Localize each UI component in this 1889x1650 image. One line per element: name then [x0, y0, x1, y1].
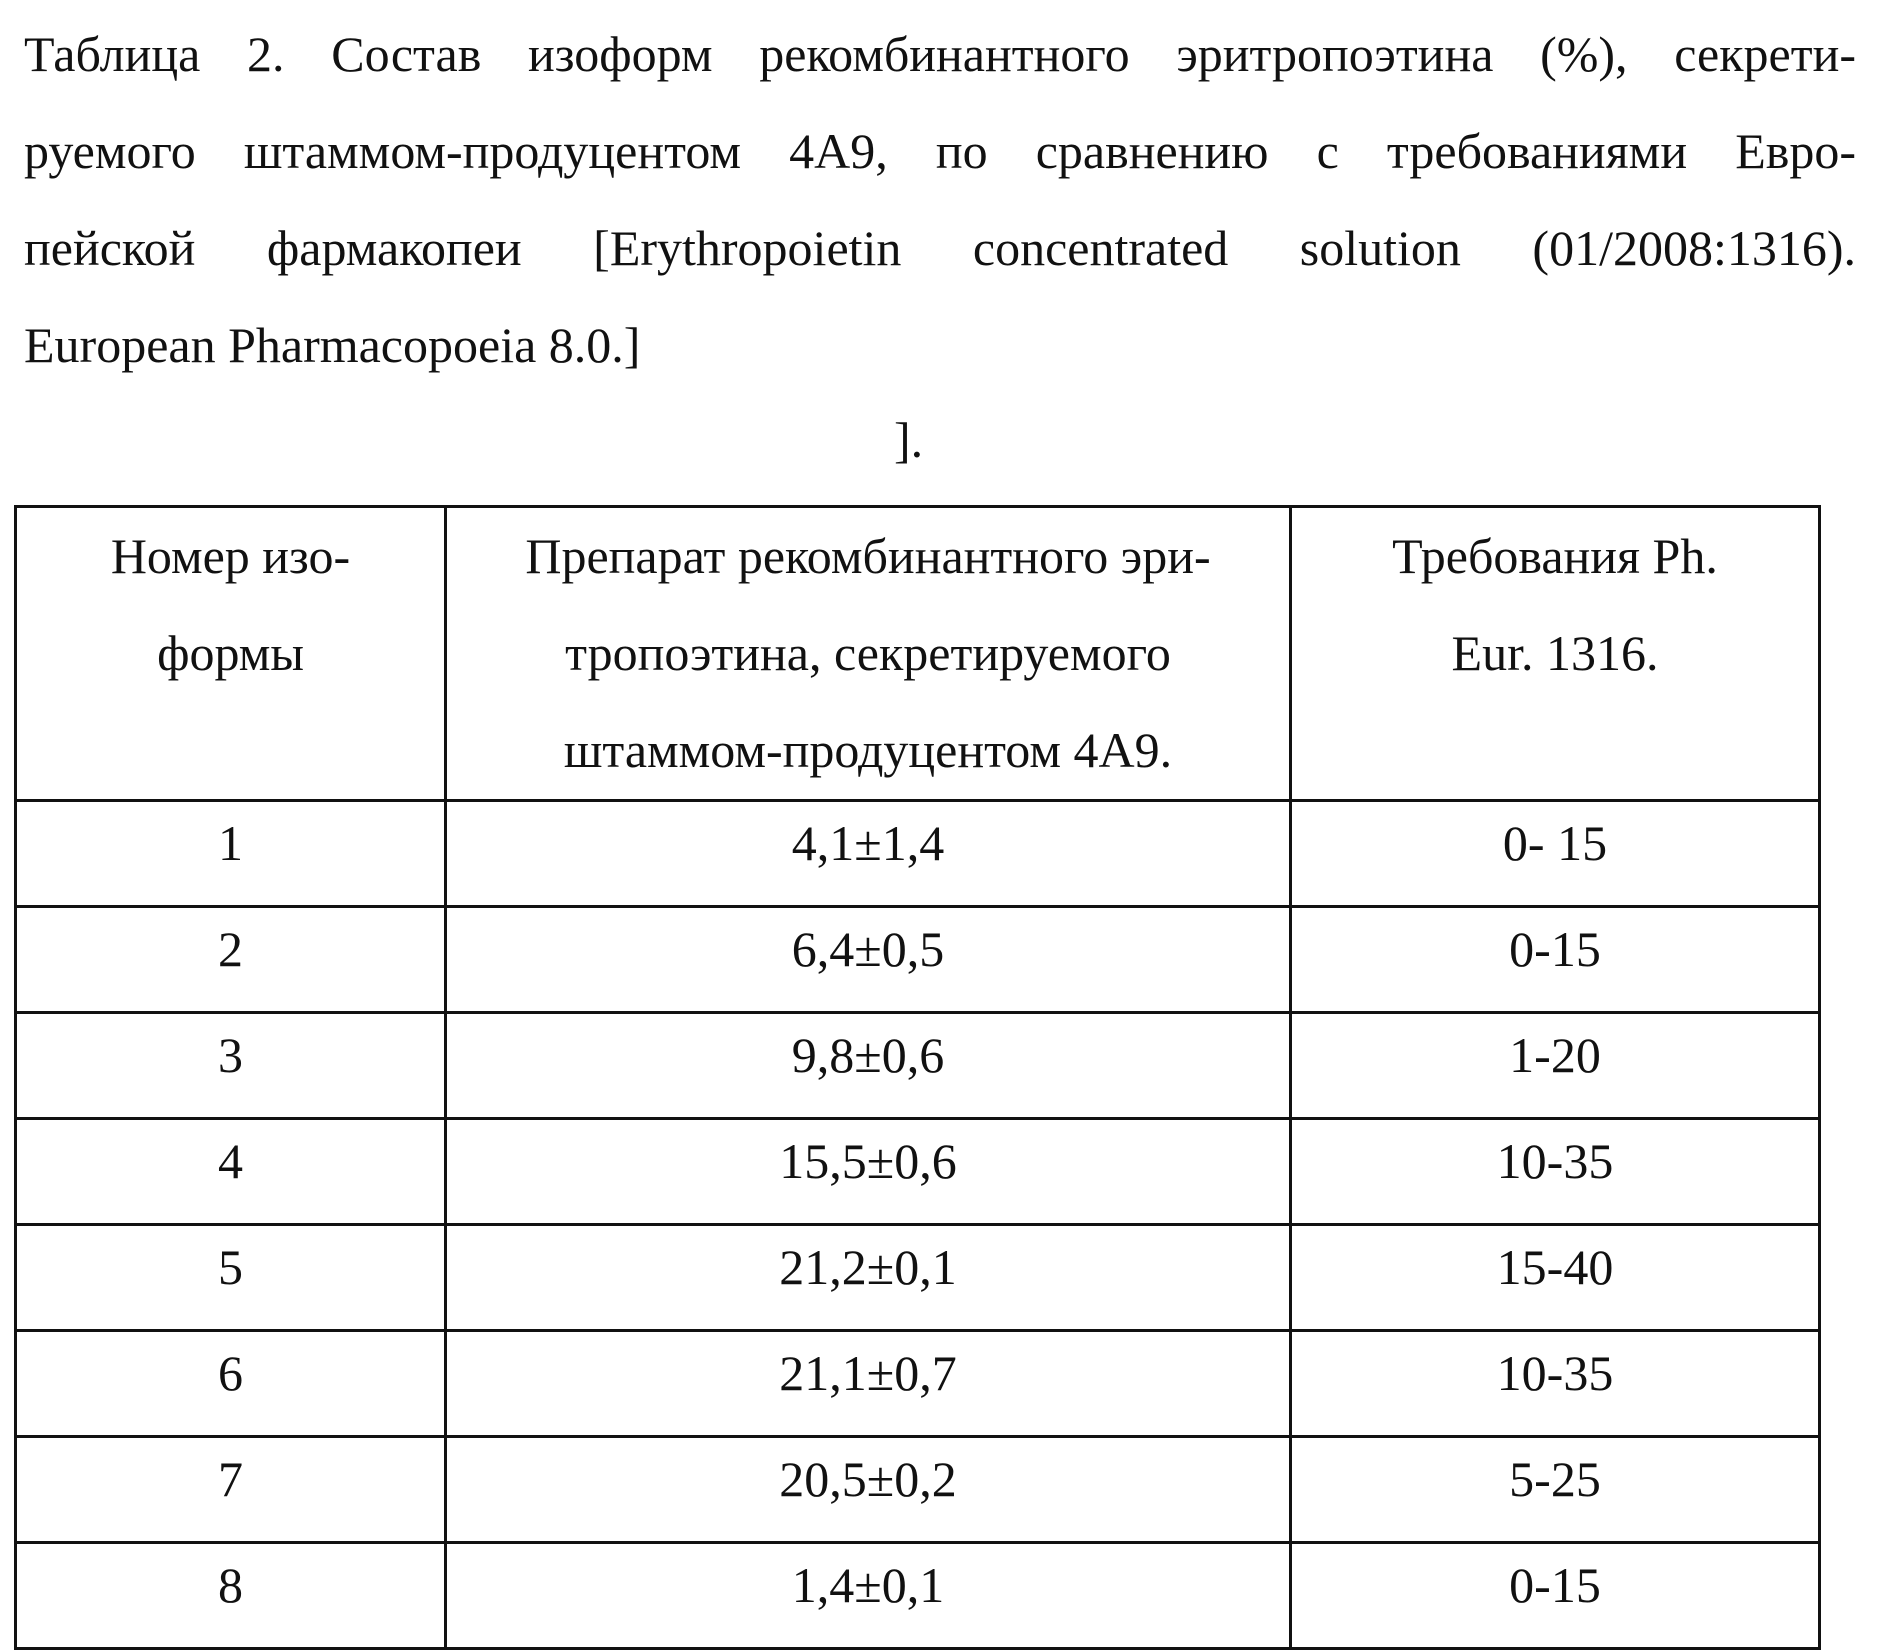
requirement-range-cell: 15-40	[1291, 1225, 1820, 1331]
header-line: штаммом-продуцентом 4А9.	[563, 722, 1173, 778]
header-preparation	[446, 507, 1291, 801]
isoform-number-cell: 1	[16, 801, 446, 907]
table-header-row	[16, 507, 1820, 801]
header-isoform-number	[16, 507, 446, 801]
isoform-number-cell: 7	[16, 1437, 446, 1543]
header-line: формы	[157, 625, 304, 681]
preparation-value-cell: 21,1±0,7	[446, 1331, 1291, 1437]
preparation-value-cell: 9,8±0,6	[446, 1013, 1291, 1119]
caption-line: Таблица 2. Состав изоформ рекомбинантного эритропоэтина (%), секрети-	[24, 26, 1856, 82]
caption-line: руемого штаммом-продуцентом 4А9, по сравнению с требованиями Евро-	[24, 123, 1856, 179]
isoform-number-cell: 2	[16, 907, 446, 1013]
preparation-value-cell: 1,4±0,1	[446, 1543, 1291, 1649]
isoform-table	[14, 505, 1821, 1650]
table-row	[16, 1225, 1820, 1331]
table-caption	[24, 6, 1856, 394]
requirement-range-cell: 0-15	[1291, 907, 1820, 1013]
header-line: Eur. 1316.	[1451, 625, 1659, 681]
requirement-range-cell: 0- 15	[1291, 801, 1820, 907]
header-requirements	[1291, 507, 1820, 801]
isoform-number-cell: 5	[16, 1225, 446, 1331]
isoform-number-cell: 3	[16, 1013, 446, 1119]
caption-line: пейской фармакопеи [Erythropoietin concentrated solution (01/2008:1316).	[24, 220, 1856, 276]
isoform-number-cell: 4	[16, 1119, 446, 1225]
isoform-number-cell: 6	[16, 1331, 446, 1437]
requirement-range-cell: 10-35	[1291, 1119, 1820, 1225]
header-line: Номер изо-	[110, 528, 351, 584]
table-row	[16, 907, 1820, 1013]
preparation-value-cell: 20,5±0,2	[446, 1437, 1291, 1543]
table-row	[16, 801, 1820, 907]
requirement-range-cell: 10-35	[1291, 1331, 1820, 1437]
stray-bracket: ].	[894, 412, 924, 468]
table-row	[16, 1013, 1820, 1119]
header-line: Препарат рекомбинантного эри-	[525, 528, 1211, 584]
header-line: тропоэтина, секретируемого	[565, 625, 1171, 681]
header-line: Требования Ph.	[1392, 528, 1718, 584]
requirement-range-cell: 5-25	[1291, 1437, 1820, 1543]
requirement-range-cell: 0-15	[1291, 1543, 1820, 1649]
isoform-number-cell: 8	[16, 1543, 446, 1649]
table-row	[16, 1437, 1820, 1543]
preparation-value-cell: 21,2±0,1	[446, 1225, 1291, 1331]
preparation-value-cell: 4,1±1,4	[446, 801, 1291, 907]
table-row	[16, 1119, 1820, 1225]
table-row	[16, 1331, 1820, 1437]
caption-line: European Pharmacopoeia 8.0.]	[24, 317, 641, 373]
table-row	[16, 1543, 1820, 1649]
preparation-value-cell: 15,5±0,6	[446, 1119, 1291, 1225]
requirement-range-cell: 1-20	[1291, 1013, 1820, 1119]
preparation-value-cell: 6,4±0,5	[446, 907, 1291, 1013]
